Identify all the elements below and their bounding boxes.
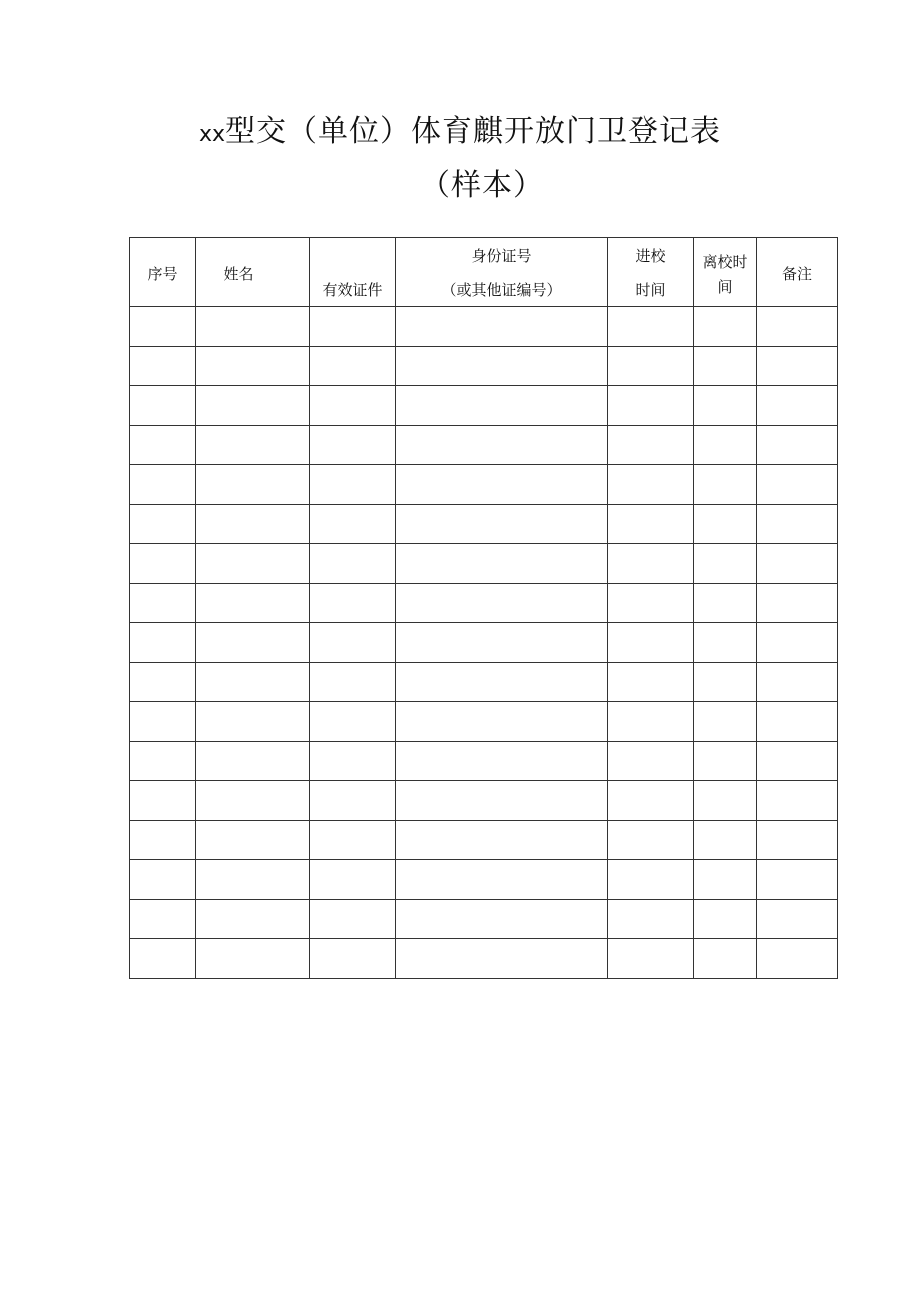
table-cell[interactable] — [196, 346, 310, 386]
table-cell[interactable] — [196, 899, 310, 939]
table-cell[interactable] — [757, 741, 838, 781]
header-seq: 序号 — [130, 238, 196, 307]
table-cell[interactable] — [196, 623, 310, 663]
table-cell[interactable] — [196, 544, 310, 584]
table-cell[interactable] — [396, 346, 608, 386]
table-cell[interactable] — [694, 702, 757, 742]
table-cell[interactable] — [130, 702, 196, 742]
table-cell[interactable] — [694, 623, 757, 663]
table-cell[interactable] — [694, 425, 757, 465]
table-cell[interactable] — [757, 307, 838, 347]
table-cell[interactable] — [694, 820, 757, 860]
table-cell[interactable] — [310, 307, 396, 347]
table-cell[interactable] — [396, 307, 608, 347]
table-cell[interactable] — [196, 662, 310, 702]
table-cell[interactable] — [694, 386, 757, 426]
header-entry-time: 进校 时间 — [608, 238, 694, 307]
table-cell[interactable] — [396, 662, 608, 702]
table-cell[interactable] — [196, 307, 310, 347]
table-cell[interactable] — [310, 899, 396, 939]
table-cell[interactable] — [757, 465, 838, 505]
table-row — [130, 465, 838, 505]
table-cell[interactable] — [130, 899, 196, 939]
table-cell[interactable] — [694, 544, 757, 584]
table-cell[interactable] — [130, 504, 196, 544]
table-cell[interactable] — [608, 386, 694, 426]
table-cell[interactable] — [196, 583, 310, 623]
table-cell[interactable] — [694, 465, 757, 505]
table-cell[interactable] — [196, 465, 310, 505]
registration-table — [129, 237, 838, 979]
table-cell[interactable] — [130, 346, 196, 386]
table-cell[interactable] — [396, 465, 608, 505]
table-row — [130, 346, 838, 386]
table-cell[interactable] — [196, 702, 310, 742]
table-cell[interactable] — [608, 820, 694, 860]
header-remarks: 备注 — [757, 238, 838, 307]
table-row — [130, 583, 838, 623]
table-cell[interactable] — [196, 820, 310, 860]
table-cell[interactable] — [196, 741, 310, 781]
table-cell[interactable] — [757, 386, 838, 426]
table-cell[interactable] — [608, 662, 694, 702]
table-cell[interactable] — [396, 504, 608, 544]
table-cell[interactable] — [310, 702, 396, 742]
table-cell[interactable] — [196, 425, 310, 465]
table-cell[interactable] — [608, 544, 694, 584]
table-cell[interactable] — [757, 346, 838, 386]
table-cell[interactable] — [396, 899, 608, 939]
table-cell[interactable] — [396, 939, 608, 979]
table-cell[interactable] — [757, 860, 838, 900]
table-row — [130, 307, 838, 347]
table-cell[interactable] — [694, 583, 757, 623]
table-cell[interactable] — [608, 702, 694, 742]
table-cell[interactable] — [608, 899, 694, 939]
table-cell[interactable] — [310, 741, 396, 781]
table-cell[interactable] — [608, 781, 694, 821]
table-header-row — [130, 238, 838, 307]
table-cell[interactable] — [310, 623, 396, 663]
table-cell[interactable] — [694, 781, 757, 821]
table-row — [130, 899, 838, 939]
table-cell[interactable] — [757, 702, 838, 742]
table-cell[interactable] — [694, 939, 757, 979]
table-row — [130, 425, 838, 465]
document-subtitle: （样本） — [420, 168, 544, 203]
table-cell[interactable] — [130, 425, 196, 465]
table-cell[interactable] — [757, 820, 838, 860]
table-cell[interactable] — [310, 820, 396, 860]
table-cell[interactable] — [310, 544, 396, 584]
table-cell[interactable] — [396, 544, 608, 584]
document-title — [0, 114, 920, 153]
table-cell[interactable] — [694, 860, 757, 900]
table-cell[interactable] — [130, 860, 196, 900]
header-valid-id: 有效证件 — [310, 238, 396, 307]
table-cell[interactable] — [130, 583, 196, 623]
table-cell[interactable] — [608, 465, 694, 505]
table-cell[interactable] — [130, 623, 196, 663]
table-cell[interactable] — [196, 860, 310, 900]
table-row — [130, 386, 838, 426]
table-cell[interactable] — [310, 386, 396, 426]
table-row — [130, 741, 838, 781]
table-cell[interactable] — [757, 899, 838, 939]
table-cell[interactable] — [608, 425, 694, 465]
table-row — [130, 662, 838, 702]
header-leave-time: 离校时 间 — [694, 238, 757, 307]
table-cell[interactable] — [310, 425, 396, 465]
table-cell[interactable] — [396, 583, 608, 623]
table-cell[interactable] — [608, 939, 694, 979]
table-row — [130, 702, 838, 742]
table-cell[interactable] — [130, 465, 196, 505]
table-row — [130, 504, 838, 544]
table-cell[interactable] — [396, 820, 608, 860]
table-cell[interactable] — [196, 939, 310, 979]
table-cell[interactable] — [196, 386, 310, 426]
table-cell[interactable] — [608, 623, 694, 663]
table-cell[interactable] — [310, 346, 396, 386]
table-cell[interactable] — [396, 702, 608, 742]
table-cell[interactable] — [396, 860, 608, 900]
table-cell[interactable] — [757, 623, 838, 663]
table-cell[interactable] — [694, 346, 757, 386]
table-cell[interactable] — [396, 781, 608, 821]
table-cell[interactable] — [130, 307, 196, 347]
table-cell[interactable] — [130, 662, 196, 702]
table-cell[interactable] — [694, 899, 757, 939]
table-cell[interactable] — [694, 662, 757, 702]
table-cell[interactable] — [196, 504, 310, 544]
table-cell[interactable] — [757, 504, 838, 544]
table-row — [130, 939, 838, 979]
table-cell[interactable] — [694, 504, 757, 544]
table-cell[interactable] — [310, 939, 396, 979]
table-cell[interactable] — [608, 346, 694, 386]
table-cell[interactable] — [196, 781, 310, 821]
table-cell[interactable] — [694, 307, 757, 347]
title-prefix: xx — [198, 122, 226, 147]
table-cell[interactable] — [757, 939, 838, 979]
table-cell[interactable] — [396, 425, 608, 465]
table-cell[interactable] — [130, 386, 196, 426]
table-row — [130, 820, 838, 860]
table-cell[interactable] — [608, 741, 694, 781]
header-id-number: 身份证号 （或其他证编号） — [396, 238, 608, 307]
table-cell[interactable] — [757, 544, 838, 584]
table-cell[interactable] — [130, 741, 196, 781]
table-cell[interactable] — [396, 386, 608, 426]
table-cell[interactable] — [694, 741, 757, 781]
table-cell[interactable] — [310, 860, 396, 900]
table-cell[interactable] — [608, 504, 694, 544]
table-cell[interactable] — [396, 623, 608, 663]
table-cell[interactable] — [310, 583, 396, 623]
table-cell[interactable] — [608, 860, 694, 900]
table-cell[interactable] — [310, 504, 396, 544]
header-name: 姓名 — [196, 238, 310, 307]
table-cell[interactable] — [130, 939, 196, 979]
table-cell[interactable] — [757, 425, 838, 465]
table-cell[interactable] — [757, 583, 838, 623]
title-main: 型交（单位）体育麒开放门卫登记表 — [225, 114, 722, 149]
table-cell[interactable] — [757, 662, 838, 702]
table-cell[interactable] — [130, 820, 196, 860]
table-cell[interactable] — [310, 465, 396, 505]
table-cell[interactable] — [757, 781, 838, 821]
table-cell[interactable] — [608, 307, 694, 347]
table-cell[interactable] — [310, 781, 396, 821]
table-cell[interactable] — [310, 662, 396, 702]
table-cell[interactable] — [130, 781, 196, 821]
table-row — [130, 544, 838, 584]
table-cell[interactable] — [396, 741, 608, 781]
table-cell[interactable] — [130, 544, 196, 584]
table-row — [130, 860, 838, 900]
table-cell[interactable] — [608, 583, 694, 623]
table-row — [130, 781, 838, 821]
table-row — [130, 623, 838, 663]
